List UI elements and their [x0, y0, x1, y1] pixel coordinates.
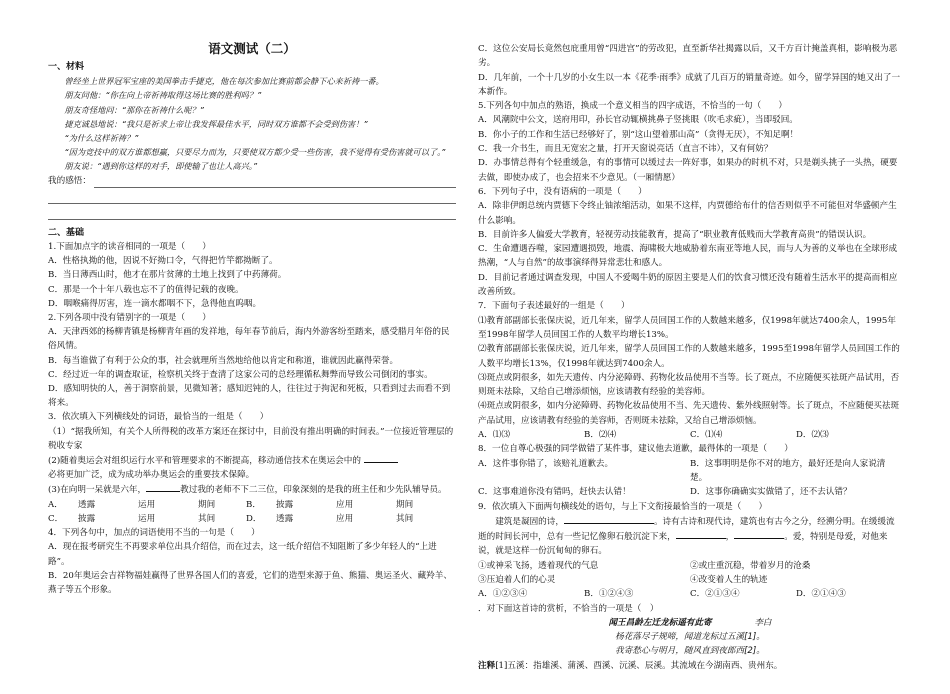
answer-line[interactable]	[94, 176, 456, 188]
sentence: ⑴教育部副部长张保庆说，近几年来，留学人员回国工作的人数越来越多，仅1998年就达7400余人，1995年至1998年留学人员回国工作的人数平均增长13%。	[478, 315, 896, 340]
option[interactable]: B．这事明明是你不对的地方，最好还是向人家说清楚。	[690, 458, 886, 483]
question-text: 建筑是凝固的诗，	[495, 516, 564, 527]
option[interactable]: C．我一介书生，而且无宽宏之量，打开天窗说亮话（直言不讳），又有何妨？	[478, 144, 773, 155]
footnote-text: [1]五溪：指雄溪、蒲溪、酉溪、沅溪、辰溪。其流域在今湖南西、贵州东。	[495, 660, 783, 671]
poem-author: 李白	[754, 617, 772, 628]
option[interactable]: C．那是一个十年八载也忘不了的值得记载的夜晚。	[48, 284, 244, 295]
section-heading-material: 一、材料	[48, 62, 85, 72]
story-line: 朋友奇怪地问：“那你在祈祷什么呢？”	[64, 104, 204, 115]
fill-blank[interactable]	[146, 482, 180, 492]
item-row	[478, 573, 902, 587]
option-word: 应用	[336, 513, 354, 524]
question-stem: 5.下列各句中加点的熟语，换成一个意义相当的四字成语，不恰当的一句（ ）	[478, 101, 787, 112]
option-word: 透露	[276, 513, 294, 524]
option-word: 运用	[138, 499, 156, 510]
option[interactable]: B．目前许多人偏爱大学教育，轻视劳动技能教育，提高了“职业教育低贱而大学教育高贵”的错误认识。	[478, 229, 872, 240]
left-column	[48, 40, 456, 597]
option[interactable]: D．②①④③	[796, 589, 846, 600]
option-row[interactable]	[478, 428, 902, 442]
poem-title-line	[478, 616, 902, 630]
story-line: “为什么这样祈祷？”	[64, 133, 139, 144]
poem-title: 闻王昌龄左迁龙标遥有此寄	[608, 617, 712, 628]
option[interactable]: A．⑴⑶	[478, 430, 510, 441]
option-row[interactable]	[48, 512, 456, 526]
option[interactable]: C．经过近一年的调查取证，检察机关终于查清了这家公司的总经理循私舞弊而导致公司倒闭的事实。	[48, 369, 433, 380]
option[interactable]: B．20年奥运会吉祥物福娃赢得了世界各国人们的喜爱，它们的造型来源于鱼、熊猫、奥运圣火、藏羚羊、燕子等五个形象。	[48, 570, 452, 595]
option[interactable]: D．感知明快的人，善于洞察前景，见微知著；感知迟钝的人，往往过于拘泥和死板，只看到过去而看不到将来。	[48, 384, 451, 409]
option-row[interactable]	[478, 587, 902, 601]
footnote-label: 注释	[478, 660, 496, 671]
option[interactable]: A．性格执拗的他，因说不好拗口令，气得把竹竿都拗断了。	[48, 256, 278, 267]
story-line: “因为竞技中的双方谁都想赢，只要尽力而为，只要使双方都少受一些伤害，我不觉得有受伤害就可以了。”	[64, 147, 446, 158]
item: ③压迫着人们的心灵	[478, 574, 556, 585]
option[interactable]: B．每当谁做了有利于公众的事，社会就理所当然地给他以肯定和称道，谁就因此赢得荣誉。	[48, 355, 399, 366]
question-stem: 1.下面加点字的读音相同的一项是（ ）	[48, 242, 211, 253]
option[interactable]: D．目前记者通过调查发现，中国人不爱喝牛奶的原因主要是人们的饮食习惯还没有随着生活水平的提高而相应改善所致。	[478, 272, 898, 298]
question-text: 。诗有古诗和现代诗，建筑也有古今之分，经溯分明。在缓缓流逝的时间长河中，总有一些记忆像卵石般沉淀下来，	[478, 516, 895, 543]
option-row	[478, 485, 902, 499]
item: ①或神采飞扬，透着现代的气息	[478, 560, 599, 571]
option[interactable]: C．②①③④	[690, 589, 740, 600]
question-text: （1）“据我所知，有关个人所得税的改革方案还在探讨中，目前没有推出明确的时间表。”一位接近管理层的税收专家	[48, 426, 454, 451]
item-row	[478, 559, 902, 573]
fill-blank[interactable]	[676, 529, 726, 539]
item: ④改变着人生的轨迹	[690, 574, 768, 585]
question-text: (3)在向明一呆就是六年，	[48, 485, 147, 496]
question-text: 必将更加广泛，成为成功举办奥运会的重要技术保障。	[48, 470, 255, 481]
option[interactable]: C．这事难道你没有错吗，赶快去认错！	[478, 487, 631, 498]
option-word: 其间	[396, 513, 414, 524]
footnote	[478, 659, 902, 673]
option[interactable]: D．这事你确确实实做错了，还不去认错？	[690, 487, 852, 498]
option-label: B．	[246, 499, 261, 510]
question-stem: ．对下面这首诗的赏析，不恰当的一项是（ ）	[478, 603, 659, 614]
option-word: 运用	[138, 513, 156, 524]
answer-line[interactable]	[48, 188, 456, 204]
option[interactable]: A．天津西郊的杨柳青镇是杨柳青年画的发祥地，每年春节前后，海内外游客纷至踏来，感受腊月年俗的民俗风情。	[48, 327, 450, 352]
question-stem: 3．依次填入下列横线处的词语，最恰当的一组是（ ）	[48, 412, 269, 423]
question-stem: 8．一位自尊心极强的同学做错了某件事，建议他去道歉，最得体的一项是（ ）	[478, 444, 793, 455]
option-row[interactable]	[48, 498, 456, 512]
option-word: 应用	[336, 499, 354, 510]
poem-line: 杨花落尽子规啼，闻道龙标过五溪[1]。	[615, 632, 765, 643]
question-stem: 4．下列各句中，加点的词语使用不当的一句是（ ）	[48, 528, 260, 539]
question-text: 教过我的老师不下二三位，印象深刻的是我的班主任和少先队辅导员。	[180, 485, 447, 496]
option-word: 披露	[276, 499, 294, 510]
story-line: 曾经坐上世界冠军宝座的美国拳击手捷克，他在每次参加比赛前都会静下心来祈祷一番。	[64, 76, 384, 87]
fill-blank[interactable]	[734, 529, 784, 539]
option[interactable]: D．⑵⑶	[796, 430, 829, 441]
question-stem: 6．下列句子中，没有语病的一项是（ ）	[478, 186, 647, 197]
option[interactable]: C．生命遭遇吞噬，家园遭遇损毁，地震、海啸极大地威胁着东南亚等地人民，而与人为善的义举也在全球形成热潮，“人与自然”的故事演绎得异常悲壮和感人。	[478, 244, 898, 269]
option[interactable]: D．咽喉痛得厉害，连一滴水都咽不下，急得他直呜咽。	[48, 298, 262, 309]
option-label: C．	[48, 513, 64, 524]
question-stem: 7．下面句子表述最好的一组是（ ）	[478, 301, 630, 312]
option[interactable]: B．①②④③	[584, 589, 634, 600]
option-word: 透露	[78, 499, 96, 510]
option[interactable]: A．风潮院中公文，送府用印，孙长官动辄横挑鼻子竖挑眼（吹毛求疵），当即驳回。	[478, 115, 798, 126]
question-text: 。爱，特别是母爱，对他来说，就是这样一份沉甸甸的卵石。	[478, 532, 888, 557]
option[interactable]: B．⑵⑷	[584, 430, 617, 441]
reflection-prompt: 我的感悟：	[48, 175, 91, 186]
option-label: A．	[48, 499, 63, 510]
question-text: ，	[725, 532, 735, 543]
question-text: (2)随着奥运会对组织运行水平和管理要求的不断提高，移动通信技术在奥运会中的	[48, 456, 361, 467]
option-label: D．	[246, 513, 262, 524]
sentence: ⑷斑点或阴很多，如内分泌障碍、药物化妆品使用不当、先天遗传、紫外线照射等。长了斑点，不应随便买祛斑产品试用，应该请教有经验的美容师，否则斑未祛除，又给自己增添烦恼。	[478, 401, 900, 426]
fill-blank[interactable]	[364, 453, 398, 463]
story-line: 朋友说：“遇到你这样的对手，即使输了也让人高兴。”	[64, 161, 258, 172]
option[interactable]: A．①②③④	[478, 589, 528, 600]
page-title: 语文测试（二）	[208, 41, 296, 56]
right-column	[478, 42, 902, 673]
sentence: ⑵教育部副部长张保庆说，近几年来，留学人员回国工作的人数越来越多，1995至1998年留学人员回国工作的人数平均增长13%，仅1998年就达到7400余人。	[478, 344, 900, 369]
question-stem: 2.下列各项中没有错别字的一项是（ ）	[48, 313, 211, 324]
option-word: 其间	[198, 513, 216, 524]
option[interactable]: C．这位公安局长竟然包庇重用曾“四进宫”的劳改犯，直至新华社揭露以后，又千方百计掩盖真相，影响极为恶劣。	[478, 44, 898, 69]
section-heading-basics: 二、基础	[48, 227, 85, 238]
answer-line[interactable]	[48, 204, 456, 220]
story-line: 捷克诚恳地说：“我只是祈求上帝让我发挥最佳水平，同时双方谁都不会受到伤害！”	[64, 118, 368, 129]
option-word: 期间	[396, 499, 414, 510]
option[interactable]: D．办事情总得有个轻重缓急，有的事情可以缓过去一阵好事，如果办的时机不对，只是剃头挑子一头热，硬要去做，即使办成了，也会招来不少意见。（一厢情愿）	[478, 158, 898, 183]
item: ②或庄重沉稳，带着岁月的沧桑	[690, 560, 811, 571]
option[interactable]: A．现在报考研究生不再要求单位出具介绍信，而在过去，这一纸介绍信不知阻断了多少年轻人的“上进路”。	[48, 542, 437, 567]
story-line: 朋友问他：“你在向上帝祈祷取得这场比赛的胜利吗？”	[64, 90, 262, 101]
option-word: 披露	[78, 513, 96, 524]
fill-blank[interactable]	[564, 514, 654, 524]
option[interactable]: B．当日薄西山时，他才在那片贫薄的土地上找到了中药薄荷。	[48, 270, 287, 281]
poem-line: 我寄愁心与明月，随风直到夜郎西[2]。	[615, 646, 765, 657]
option[interactable]: A．除非伊朗总统内贾德下令终止铀浓缩活动，如果不这样，内贾德给布什的信否则似乎不可能但对华盛顿产生什么影响。	[478, 201, 897, 226]
option[interactable]: B．你小子的工作和生活已经够好了，别“这山望着那山高”（贪得无厌），不知足啊！	[478, 129, 799, 140]
option-word: 期间	[198, 499, 216, 510]
option[interactable]: D．几年前，一个十几岁的小女生以一本《花季·雨季》成就了几百万的销量奇迹。如今，留学异国的她又出了一本新作。	[478, 72, 901, 97]
option[interactable]: A．这件事你错了，该赔礼道歉去。	[478, 458, 614, 469]
question-stem: 9．依次填入下面两句横线处的语句，与上下文衔接最恰当的一项是（ ）	[478, 501, 768, 512]
option-row	[478, 457, 902, 486]
option[interactable]: C．⑴⑷	[690, 430, 723, 441]
sentence: ⑶斑点或阴很多，如先天遗传、内分泌障碍、药物化妆品使用不当等。长了斑点，不应随便买祛斑产品试用，否则斑未祛除，又给自己增添烦恼，应该请教有经验的美容师。	[478, 372, 900, 398]
